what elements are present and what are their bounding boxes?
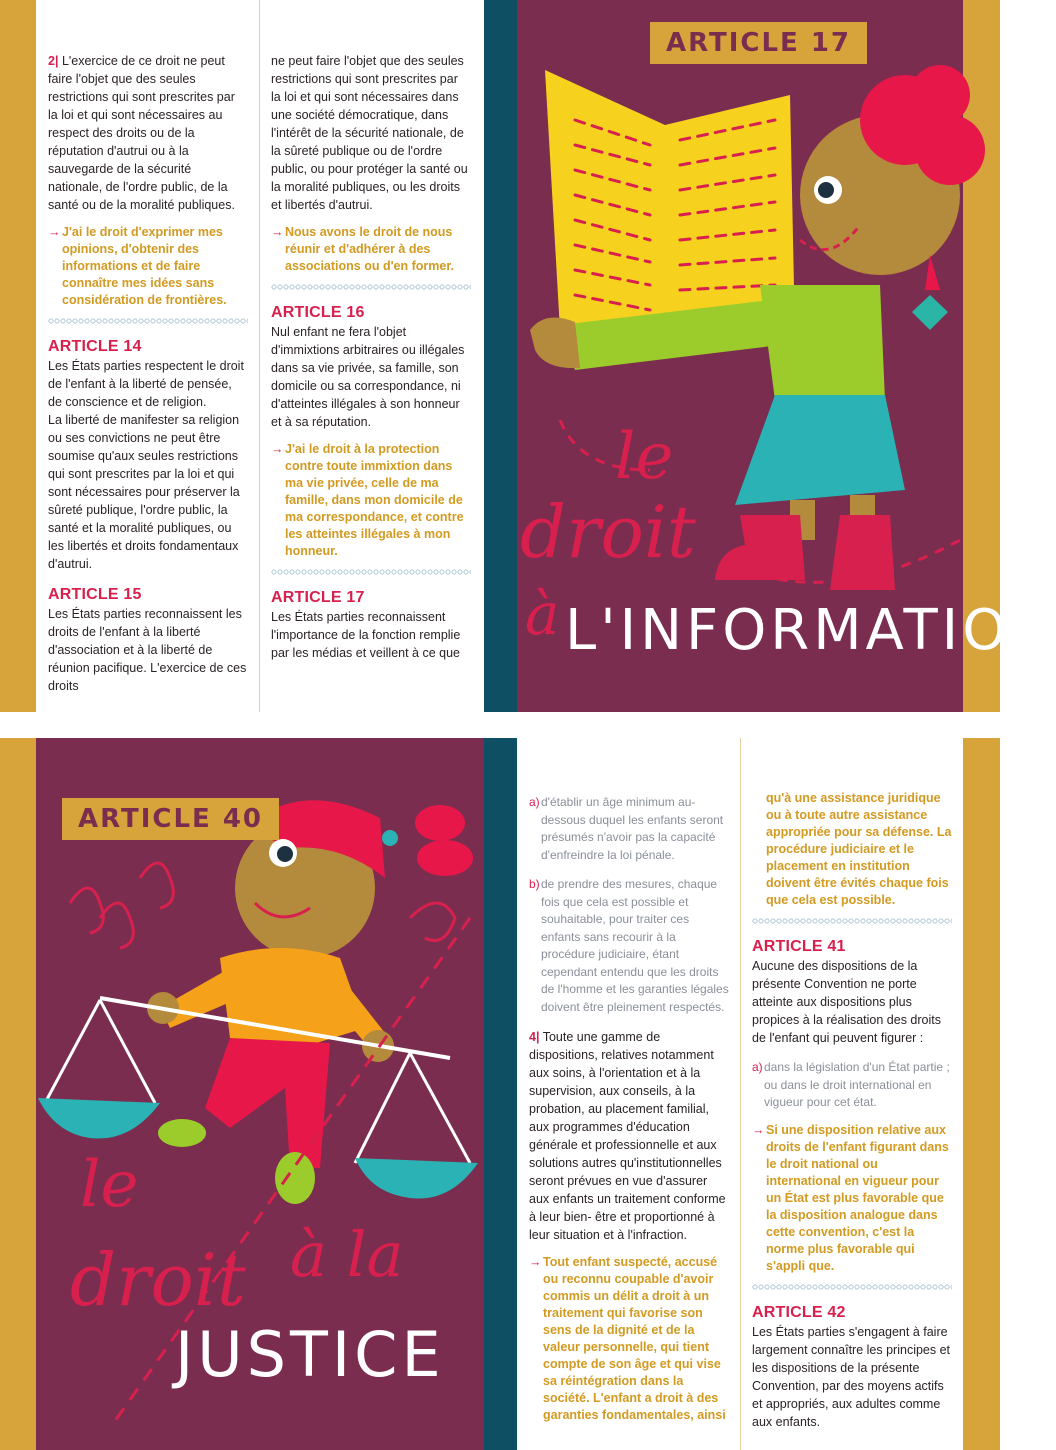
article-heading: ARTICLE 14	[48, 338, 142, 355]
child-rights-note: → Tout enfant suspecté, accusé ou reconnu coupable d'avoir commis un délit a droit à un traitement qui favorise son sens de la dignité et de la valeur personnelle, qui tient compte de son âge et qui vise sa réintégration dans la société. L'enfant a droit à des garanties fondamentales, ainsi	[529, 1255, 726, 1422]
ponytail	[415, 805, 465, 841]
child-rights-note: → Si une disposition relative aux droits de l'enfant figurant dans le droit national ou international en vigueur pour un État est plus favorable que la disposition analogue dans cette convention, c'est la norme plus favorable qui s'appli que.	[752, 1122, 949, 1273]
teal-skirt	[735, 395, 905, 505]
paragraph-text: Les États parties reconnaissent l'importance de la fonction remplie par les médias et veillent à ce que	[271, 610, 461, 660]
title-script-le: le	[80, 1148, 139, 1222]
child-rights-note: qu'à une assistance juridique ou à toute autre assistance appropriée pour sa défense. La procédure judiciaire et le placement en institution doivent être évités chaque fois que cela est possible.	[766, 791, 952, 907]
title-justice: JUSTICE	[175, 1318, 445, 1391]
divider-ornament	[752, 917, 952, 925]
earring	[925, 255, 940, 290]
text-column-4	[752, 790, 952, 1431]
arrow-icon: →	[271, 225, 284, 239]
arrow-icon: →	[48, 225, 61, 239]
article-badge: ARTICLE 40	[62, 798, 279, 840]
arrow-icon: →	[529, 1255, 542, 1269]
title-script-a-la: à la	[290, 1218, 404, 1291]
paragraph-text: Les États parties reconnaissent les droits de l'enfant à la liberté d'association et à la liberté de réunion pacifique. L'exercice de ces droits	[48, 607, 247, 693]
paragraph-text: Aucune des dispositions de la présente Convention ne porte atteinte aux dispositions plus propices à la réalisation des droits de l'enfant qui peuvent figurer :	[752, 959, 941, 1045]
article-heading: ARTICLE 16	[271, 304, 365, 321]
text-column-3	[529, 794, 729, 1424]
paragraph: 4| Toute une gamme de dispositions, relatives notamment aux soins, à l'orientation et à la supervision, aux conseils, à la probation, au placement familial, aux programmes d'éducation générale et professionnelle et aux solutions autres qu'institutionnelles seront prévues en vue d'assurer aux enfants un traitement conforme à leur bien- être et proportionné à leur situation et à l'infraction.	[529, 1030, 726, 1242]
red-boot	[715, 515, 805, 580]
title-script-a: à	[525, 580, 560, 648]
title-script-droit: droit	[70, 1238, 246, 1322]
paragraph-number: 2|	[48, 54, 59, 68]
arrow-icon: →	[271, 442, 284, 456]
article-heading: ARTICLE 15	[48, 586, 142, 603]
arrow-icon: →	[752, 1122, 765, 1137]
child-rights-note: → J'ai le droit d'exprimer mes opinions, d'obtenir des informations et de faire connaître mes idées sans considération de frontières.	[48, 225, 227, 307]
shoe	[158, 1119, 206, 1147]
red-boot	[830, 515, 895, 590]
list-item: a) d'établir un âge minimum au-dessous duquel les enfants seront présumés n'avoir pas la capacité d'enfreindre la loi pénale.	[529, 795, 724, 862]
child-rights-note: → Nous avons le droit de nous réunir et d'adhérer à des associations ou d'en former.	[271, 225, 454, 273]
title-script-le: le	[615, 420, 674, 494]
divider-ornament	[752, 1283, 952, 1291]
list-item: a) dans la législation d'un État partie ; ou dans le droit international en vigueur pour cet état.	[752, 1060, 950, 1109]
decorative-swirls	[70, 863, 173, 948]
paragraph-text: Nul enfant ne fera l'objet d'immixtions arbitraires ou illégales dans sa vie privée, sa famille, son domicile ou sa correspondance, ni d'atteintes illégales à son honneur et à sa réputation.	[271, 325, 465, 429]
title-script-droit: droit	[520, 490, 696, 574]
child-rights-note: → J'ai le droit à la protection contre toute immixtion dans ma vie privée, celle de ma famille, dans mon domicile de ma correspondance, et contre les atteintes illégales à mon honneur.	[271, 442, 464, 558]
paragraph-text: Les États parties respectent le droit de l'enfant à la liberté de pensée, de conscience et de religion.	[48, 359, 244, 409]
paragraph-text: L'exercice de ce droit ne peut faire l'objet que des seules restrictions qui sont prescrites par la loi et qui sont nécessaires au respect des droits ou de la réputation d'autrui ou à la sauvegarde de la sécurité nationale, de l'ordre public, de la santé ou de la moralité publiques.	[48, 54, 235, 212]
pants	[205, 1038, 330, 1168]
scale-pan-left	[38, 1098, 160, 1139]
article-heading: ARTICLE 17	[271, 589, 365, 606]
spread-top	[0, 0, 1056, 712]
paragraph-number: 4|	[529, 1030, 540, 1044]
scale-pan-right	[355, 1158, 478, 1199]
newspaper-left-page	[545, 70, 665, 355]
list-item: b) de prendre des mesures, chaque fois que cela est possible et souhaitable, pour traiter ces enfants sans recourir à la procédure judiciaire, étant cependant entendu que les droits de l'homme et les garanties légales doivent être pleinement respectés.	[529, 877, 729, 1014]
paragraph-text: ne peut faire l'objet que des seules restrictions qui sont prescrites par la loi et qui sont nécessaires dans une société démocratique, dans l'intérêt de la sécurité nationale, de la sûreté publique ou de l'ordre public, ou pour protéger la santé ou la moralité publiques, ou les droits et libertés d'autrui.	[271, 54, 468, 212]
paragraph-text: La liberté de manifester sa religion ou ses convictions ne peut être soumise qu'aux seules restrictions qui sont prescrites par la loi et qui sont nécessaires pour préserver la sûreté publique, l'ordre public, la santé et la moralité publiques, ou les libertés et droits fondamentaux d'autrui.	[48, 413, 240, 571]
article-heading: ARTICLE 42	[752, 1303, 846, 1321]
paragraph-text: Les États parties s'engagent à faire largement connaître les principes et les dispositions de la présente Convention, par des moyens actifs et appropriés, aux adultes comme aux enfants.	[752, 1324, 951, 1429]
spread-bottom	[0, 738, 1000, 1450]
hand	[530, 318, 580, 369]
article-heading: ARTICLE 41	[752, 938, 846, 955]
title-information: L'INFORMATION	[565, 598, 1056, 663]
article-badge: ARTICLE 17	[650, 22, 867, 64]
shoe	[275, 1152, 315, 1204]
